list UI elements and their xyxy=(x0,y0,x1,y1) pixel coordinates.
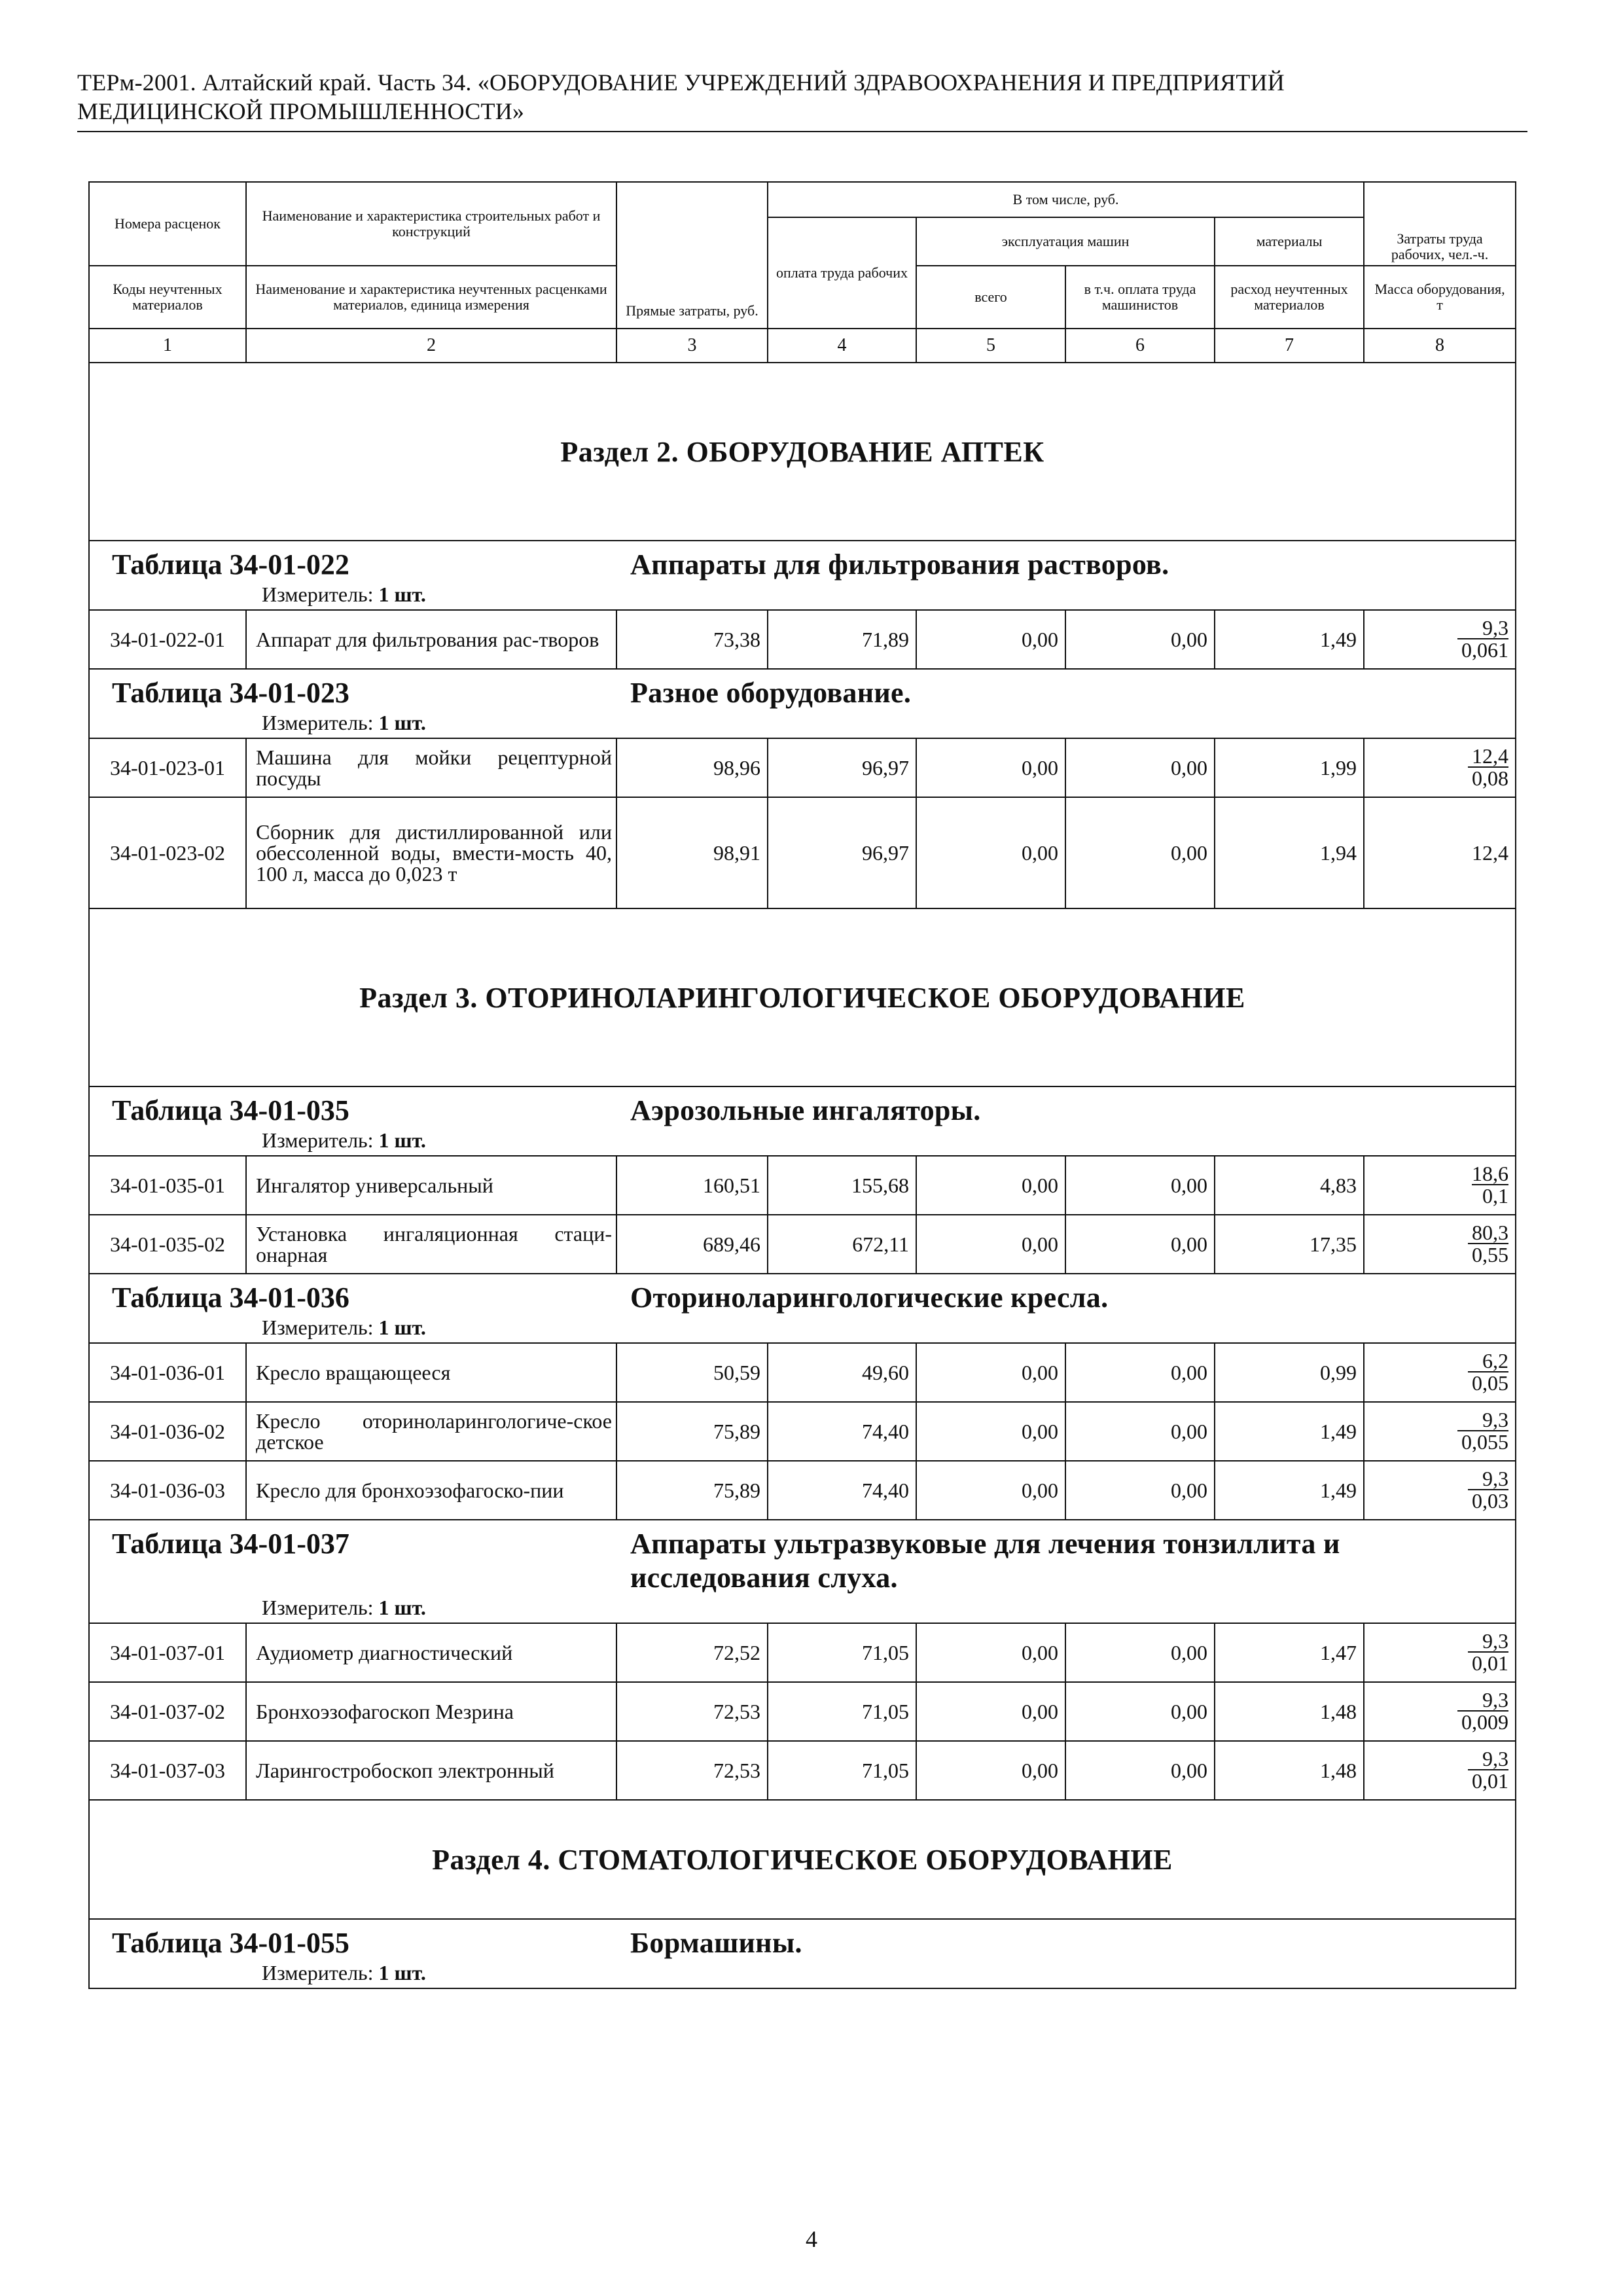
measure-value: 1 шт. xyxy=(378,1128,426,1152)
table-name: Разное оборудование. xyxy=(630,677,912,709)
labor-over-mass xyxy=(1468,1748,1508,1791)
labor-mass-cell xyxy=(1364,1343,1516,1402)
table-heading xyxy=(89,1919,1516,1988)
labor-mass-cell xyxy=(1364,1741,1516,1800)
col-number: 8 xyxy=(1364,329,1516,363)
header-divider xyxy=(77,131,1527,132)
equipment-mass: 0,05 xyxy=(1468,1371,1508,1393)
labor-hours: 9,3 xyxy=(1482,1466,1509,1490)
machine-total: 0,00 xyxy=(916,1461,1065,1520)
col-number: 2 xyxy=(246,329,616,363)
labor-mass-cell xyxy=(1364,610,1516,669)
col-header-total: всего xyxy=(916,266,1065,329)
worker-pay: 74,40 xyxy=(768,1461,916,1520)
rate-code: 34-01-035-01 xyxy=(89,1156,246,1215)
direct-costs: 75,89 xyxy=(616,1402,768,1461)
labor-mass-cell xyxy=(1364,1156,1516,1215)
direct-costs: 72,53 xyxy=(616,1741,768,1800)
equipment-mass: 0,009 xyxy=(1457,1710,1508,1732)
direct-costs: 689,46 xyxy=(616,1215,768,1274)
section-title: Раздел 4. СТОМАТОЛОГИЧЕСКОЕ ОБОРУДОВАНИЕ xyxy=(89,1800,1516,1919)
labor-over-mass xyxy=(1468,1468,1508,1511)
page-number: 4 xyxy=(806,2226,817,2252)
worker-pay: 71,89 xyxy=(768,610,916,669)
rate-code: 34-01-036-03 xyxy=(89,1461,246,1520)
machine-total: 0,00 xyxy=(916,797,1065,908)
equipment-mass: 0,01 xyxy=(1468,1651,1508,1674)
labor-hours: 18,6 xyxy=(1472,1161,1509,1185)
machinist-pay: 0,00 xyxy=(1065,1343,1215,1402)
materials-cost: 1,99 xyxy=(1215,738,1364,797)
materials-cost: 4,83 xyxy=(1215,1156,1364,1215)
table-row xyxy=(89,1215,1516,1274)
header-line-1: ТЕРм-2001. Алтайский край. Часть 34. «ОБОРУДОВАНИЕ УЧРЕЖДЕНИЙ ЗДРАВООХРАНЕНИЯ И ПРЕДПРИЯТИЙ xyxy=(77,69,1285,96)
machine-total: 0,00 xyxy=(916,738,1065,797)
materials-cost: 1,49 xyxy=(1215,610,1364,669)
labor-hours: 12,4 xyxy=(1472,840,1509,865)
equipment-mass: 0,01 xyxy=(1468,1769,1508,1791)
col-header-unaccounted-materials: расход неучтенных материалов xyxy=(1215,266,1364,329)
rate-name: Ларингостробоскоп электронный xyxy=(246,1741,616,1800)
direct-costs: 73,38 xyxy=(616,610,768,669)
materials-cost: 1,94 xyxy=(1215,797,1364,908)
table-heading xyxy=(89,1086,1516,1156)
materials-cost: 1,48 xyxy=(1215,1682,1364,1741)
rate-code: 34-01-023-02 xyxy=(89,797,246,908)
rate-name: Аудиометр диагностический xyxy=(246,1623,616,1682)
worker-pay: 672,11 xyxy=(768,1215,916,1274)
machinist-pay: 0,00 xyxy=(1065,1623,1215,1682)
col-header-codes-unaccounted: Коды неучтенных материалов xyxy=(89,266,246,329)
measure-label: Измеритель: xyxy=(262,1316,374,1339)
table-row xyxy=(89,1461,1516,1520)
col-header-worker-pay: оплата труда рабочих xyxy=(768,217,916,329)
equipment-mass: 0,55 xyxy=(1468,1243,1508,1265)
rate-code: 34-01-037-03 xyxy=(89,1741,246,1800)
table-row xyxy=(89,738,1516,797)
measure-value: 1 шт. xyxy=(378,583,426,606)
worker-pay: 71,05 xyxy=(768,1623,916,1682)
col-header-name: Наименование и характеристика строительных работ и конструкций xyxy=(246,182,616,266)
worker-pay: 71,05 xyxy=(768,1682,916,1741)
measure-label: Измеритель: xyxy=(262,1128,374,1152)
labor-over-mass xyxy=(1468,1630,1508,1674)
table-number: Таблица 34-01-035 xyxy=(112,1094,349,1126)
direct-costs: 50,59 xyxy=(616,1343,768,1402)
labor-mass-cell xyxy=(1364,1402,1516,1461)
col-header-incl-machinist-pay: в т.ч. оплата труда машинистов xyxy=(1065,266,1215,329)
table-number: Таблица 34-01-023 xyxy=(112,677,349,709)
machinist-pay: 0,00 xyxy=(1065,1156,1215,1215)
table-heading xyxy=(89,1274,1516,1343)
table-row xyxy=(89,1156,1516,1215)
machine-total: 0,00 xyxy=(916,1682,1065,1741)
measure-line xyxy=(95,582,1510,609)
rate-name: Кресло оториноларингологиче-ское детское xyxy=(246,1402,616,1461)
direct-costs: 98,91 xyxy=(616,797,768,908)
col-number: 6 xyxy=(1065,329,1215,363)
rate-code: 34-01-035-02 xyxy=(89,1215,246,1274)
col-header-rate-numbers: Номера расценок xyxy=(89,182,246,266)
table-heading xyxy=(89,541,1516,610)
table-name: Аппараты ультразвуковые для лечения тонзиллита и исследования слуха. xyxy=(630,1528,1340,1594)
equipment-mass: 0,1 xyxy=(1472,1184,1508,1206)
section-title: Раздел 2. ОБОРУДОВАНИЕ АПТЕК xyxy=(89,363,1516,541)
measure-line xyxy=(95,1595,1510,1623)
materials-cost: 0,99 xyxy=(1215,1343,1364,1402)
header-line-2: МЕДИЦИНСКОЙ ПРОМЫШЛЕННОСТИ» xyxy=(77,98,525,124)
table-row xyxy=(89,1343,1516,1402)
table-number: Таблица 34-01-022 xyxy=(112,548,349,581)
worker-pay: 155,68 xyxy=(768,1156,916,1215)
labor-hours: 9,3 xyxy=(1482,1628,1509,1653)
equipment-mass: 0,055 xyxy=(1457,1430,1508,1452)
worker-pay: 49,60 xyxy=(768,1343,916,1402)
materials-cost: 1,48 xyxy=(1215,1741,1364,1800)
machine-total: 0,00 xyxy=(916,1623,1065,1682)
machine-total: 0,00 xyxy=(916,1402,1065,1461)
materials-cost: 17,35 xyxy=(1215,1215,1364,1274)
col-number: 3 xyxy=(616,329,768,363)
table-number: Таблица 34-01-037 xyxy=(112,1528,349,1560)
labor-mass-cell xyxy=(1364,1461,1516,1520)
labor-over-mass xyxy=(1457,1409,1508,1452)
measure-value: 1 шт. xyxy=(378,1596,426,1619)
machinist-pay: 0,00 xyxy=(1065,738,1215,797)
labor-mass-cell xyxy=(1364,797,1516,908)
labor-hours: 12,4 xyxy=(1472,744,1509,768)
worker-pay: 96,97 xyxy=(768,738,916,797)
machine-total: 0,00 xyxy=(916,610,1065,669)
rate-name: Аппарат для фильтрования рас-творов xyxy=(246,610,616,669)
labor-hours: 9,3 xyxy=(1482,615,1509,639)
measure-line xyxy=(95,710,1510,738)
labor-over-mass xyxy=(1468,1350,1508,1393)
direct-costs: 160,51 xyxy=(616,1156,768,1215)
labor-mass-cell xyxy=(1364,1623,1516,1682)
rate-code: 34-01-036-01 xyxy=(89,1343,246,1402)
labor-over-mass xyxy=(1468,745,1508,789)
rate-name: Кресло для бронхоэзофагоско-пии xyxy=(246,1461,616,1520)
equipment-mass: 0,03 xyxy=(1468,1489,1508,1511)
rate-name: Бронхоэзофагоскоп Мезрина xyxy=(246,1682,616,1741)
measure-value: 1 шт. xyxy=(378,1316,426,1339)
table-name: Бормашины. xyxy=(630,1927,802,1959)
table-number: Таблица 34-01-036 xyxy=(112,1282,349,1314)
measure-line xyxy=(95,1960,1510,1988)
table-row xyxy=(89,1402,1516,1461)
measure-label: Измеритель: xyxy=(262,1961,374,1984)
worker-pay: 71,05 xyxy=(768,1741,916,1800)
rate-code: 34-01-037-02 xyxy=(89,1682,246,1741)
col-header-materials: материалы xyxy=(1215,217,1364,266)
table-heading xyxy=(89,1520,1516,1623)
col-header-labor: Затраты труда рабочих, чел.-ч. xyxy=(1364,182,1516,266)
labor-over-mass xyxy=(1457,1689,1508,1732)
col-number: 5 xyxy=(916,329,1065,363)
materials-cost: 1,49 xyxy=(1215,1402,1364,1461)
measure-line xyxy=(95,1128,1510,1155)
col-header-name-unaccounted: Наименование и характеристика неучтенных расценками материалов, единица измерения xyxy=(246,266,616,329)
section-title: Раздел 3. ОТОРИНОЛАРИНГОЛОГИЧЕСКОЕ ОБОРУДОВАНИЕ xyxy=(89,908,1516,1086)
rate-code: 34-01-037-01 xyxy=(89,1623,246,1682)
measure-value: 1 шт. xyxy=(378,711,426,734)
measure-label: Измеритель: xyxy=(262,1596,374,1619)
machine-total: 0,00 xyxy=(916,1215,1065,1274)
labor-over-mass xyxy=(1457,617,1508,660)
direct-costs: 72,53 xyxy=(616,1682,768,1741)
table-row xyxy=(89,797,1516,908)
rate-name: Кресло вращающееся xyxy=(246,1343,616,1402)
materials-cost: 1,47 xyxy=(1215,1623,1364,1682)
labor-hours: 9,3 xyxy=(1482,1407,1509,1431)
labor-hours: 80,3 xyxy=(1472,1220,1509,1244)
machine-total: 0,00 xyxy=(916,1156,1065,1215)
rate-code: 34-01-036-02 xyxy=(89,1402,246,1461)
labor-hours: 9,3 xyxy=(1482,1687,1509,1712)
table-row xyxy=(89,1741,1516,1800)
machine-total: 0,00 xyxy=(916,1343,1065,1402)
col-header-equipment-mass: Масса оборудования, т xyxy=(1364,266,1516,329)
machine-total: 0,00 xyxy=(916,1741,1065,1800)
rate-code: 34-01-023-01 xyxy=(89,738,246,797)
labor-over-mass xyxy=(1468,1222,1508,1265)
measure-line xyxy=(95,1315,1510,1342)
measure-value: 1 шт. xyxy=(378,1961,426,1984)
col-header-direct-costs: Прямые затраты, руб. xyxy=(616,182,768,329)
measure-label: Измеритель: xyxy=(262,583,374,606)
labor-mass-cell xyxy=(1364,738,1516,797)
rates-table xyxy=(88,181,1516,1989)
labor-hours: 6,2 xyxy=(1482,1348,1509,1372)
table-name: Оториноларингологические кресла. xyxy=(630,1282,1109,1314)
col-number: 4 xyxy=(768,329,916,363)
page-header xyxy=(77,68,1517,126)
labor-over-mass xyxy=(1472,1163,1508,1206)
machinist-pay: 0,00 xyxy=(1065,610,1215,669)
labor-mass-cell xyxy=(1364,1215,1516,1274)
table-row xyxy=(89,610,1516,669)
labor-mass-cell xyxy=(1364,1682,1516,1741)
machinist-pay: 0,00 xyxy=(1065,1741,1215,1800)
col-number: 7 xyxy=(1215,329,1364,363)
machinist-pay: 0,00 xyxy=(1065,797,1215,908)
rate-name: Установка ингаляционная стаци-онарная xyxy=(246,1215,616,1274)
table-name: Аэрозольные ингаляторы. xyxy=(630,1094,981,1126)
rate-name: Машина для мойки рецептурной посуды xyxy=(246,738,616,797)
col-header-including: В том числе, руб. xyxy=(768,182,1364,217)
table-name: Аппараты для фильтрования растворов. xyxy=(630,548,1169,581)
measure-label: Измеритель: xyxy=(262,711,374,734)
col-header-machine-operation: эксплуатация машин xyxy=(916,217,1215,266)
table-row xyxy=(89,1682,1516,1741)
rate-code: 34-01-022-01 xyxy=(89,610,246,669)
machinist-pay: 0,00 xyxy=(1065,1461,1215,1520)
direct-costs: 72,52 xyxy=(616,1623,768,1682)
direct-costs: 98,96 xyxy=(616,738,768,797)
equipment-mass: 0,061 xyxy=(1457,638,1508,660)
col-number: 1 xyxy=(89,329,246,363)
table-heading xyxy=(89,669,1516,738)
materials-cost: 1,49 xyxy=(1215,1461,1364,1520)
worker-pay: 96,97 xyxy=(768,797,916,908)
machinist-pay: 0,00 xyxy=(1065,1215,1215,1274)
equipment-mass: 0,08 xyxy=(1468,766,1508,789)
machinist-pay: 0,00 xyxy=(1065,1402,1215,1461)
rate-name: Сборник для дистиллированной или обессоленной воды, вмести-мость 40, 100 л, масса до 0,023 т xyxy=(246,797,616,908)
rate-name: Ингалятор универсальный xyxy=(246,1156,616,1215)
direct-costs: 75,89 xyxy=(616,1461,768,1520)
worker-pay: 74,40 xyxy=(768,1402,916,1461)
table-row xyxy=(89,1623,1516,1682)
table-number: Таблица 34-01-055 xyxy=(112,1927,349,1959)
machinist-pay: 0,00 xyxy=(1065,1682,1215,1741)
labor-hours: 9,3 xyxy=(1482,1746,1509,1770)
